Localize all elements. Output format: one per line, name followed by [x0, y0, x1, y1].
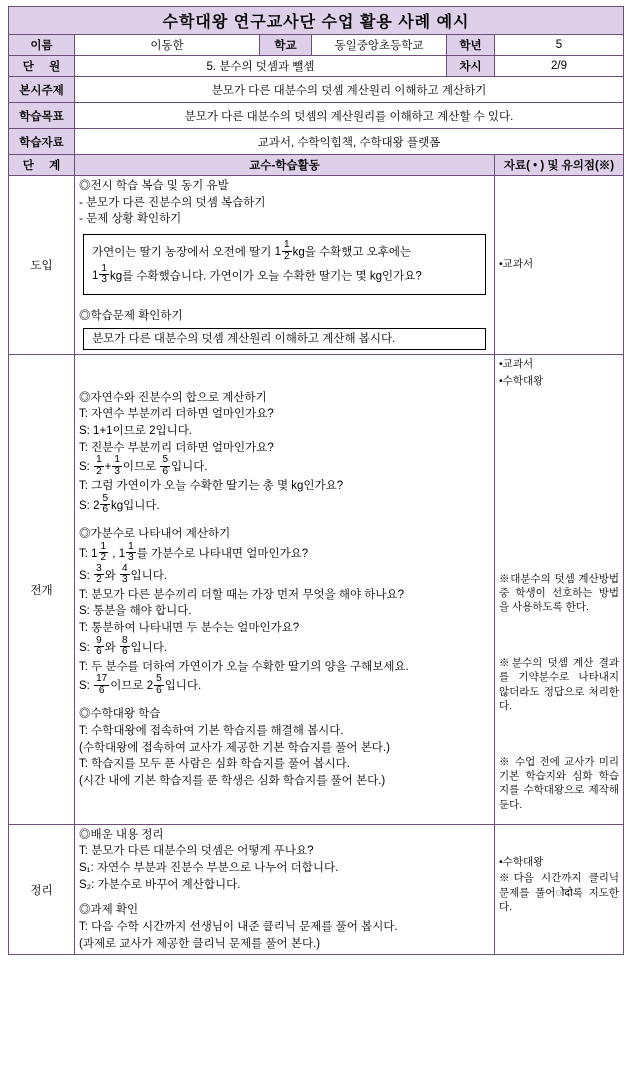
develop-section3-title: ◎수학대왕 학습 [79, 708, 161, 721]
grade-label: 학년 [447, 35, 495, 56]
intro-row [9, 176, 624, 355]
frac-num: 5 [102, 492, 109, 504]
develop-section1-title: ◎자연수와 진분수의 합으로 계산하기 [79, 391, 267, 404]
lesson-plan-table [8, 6, 624, 955]
grade-value: 5 [495, 35, 624, 56]
notes-column-header: 자료( • ) 및 유의점(※) [495, 155, 624, 176]
intro-line-0: ◎전시 학습 복습 및 동기 유발 [79, 180, 229, 192]
title-row [9, 7, 624, 35]
closing-notes-cell [495, 824, 624, 955]
develop-note-block-2: ※ 수업 전에 교사가 미리 기본 학습지와 심화 학습지를 수학대왕으로 제작해둔다. [499, 756, 619, 811]
closing-s2-line-0: T: 다음 수학 시간까지 선생님이 내준 클리닉 문제를 풀어 봅시다. [79, 921, 398, 934]
school-label: 학교 [260, 35, 312, 56]
mixed-whole: 1 [92, 269, 99, 282]
frac-den: 6 [156, 684, 162, 696]
line-prefix: S: [79, 461, 94, 474]
develop-s1-line-1: S: 1+1이므로 2입니다. [79, 424, 193, 437]
closing-section1-title: ◎배운 내용 정리 [79, 828, 164, 841]
name-school-grade-row [9, 35, 624, 56]
frac-den: 6 [102, 504, 109, 516]
unit-value: 5. 분수의 덧셈과 뺄셈 [75, 56, 447, 77]
activity-column-header: 교수-학습활동 [75, 155, 495, 176]
intro-note-0: •교과서 [499, 258, 534, 271]
frac-num: 1 [100, 540, 107, 552]
develop-t-sum-line: T: 두 분수를 더하여 가연이가 오늘 수확한 딸기의 양을 구해보세요. [79, 660, 409, 673]
develop-row [9, 355, 624, 824]
closing-s1-line-1: S₁: 자연수 부분과 진분수 부분으로 나누어 더합니다. [79, 862, 339, 875]
develop-s1-line-0: T: 자연수 부분끼리 더하면 얼마인가요? [79, 408, 274, 421]
line-suffix: 입니다. [130, 569, 168, 582]
topic-value: 분모가 다른 대분수의 덧셈 계산원리 이해하고 계산하기 [75, 77, 624, 103]
line-suffix: 를 가분수로 나타내면 얼마인가요? [136, 547, 309, 560]
develop-s-improper-line [79, 562, 490, 587]
frac-num: 8 [121, 634, 128, 646]
develop-t-improper-line [79, 540, 490, 565]
unit-period-row [9, 56, 624, 77]
objective-value: 분모가 다른 대분수의 덧셈의 계산원리를 이해하고 계산할 수 있다. [75, 103, 624, 129]
frac-num: 1 [128, 540, 134, 552]
intro-notes-cell [495, 176, 624, 355]
develop-s3-line-2: T: 학습지를 모두 푼 사람은 심화 학습지를 풀어 봅시다. [79, 758, 350, 771]
frac-den: 6 [162, 465, 168, 477]
develop-s-common2-line [79, 634, 490, 659]
plus-sign: + [104, 461, 112, 474]
mixed-number [93, 492, 111, 517]
intro-confirm-line: ◎학습문제 확인하기 [79, 310, 183, 323]
develop-note-block-1: ※분수의 덧셈 계산 결과를 기약분수로 나타내지 않더라도 정답으로 처리한다. [499, 657, 619, 712]
stage-intro: 도입 [9, 176, 75, 355]
frac-den: 6 [96, 646, 102, 658]
develop-s3-line-1: (수학대왕에 접속하여 교사가 제공한 기본 학습지를 풀어 본다.) [79, 741, 390, 754]
frac-den: 6 [121, 646, 128, 658]
problem-line-1 [92, 241, 477, 265]
name-label: 이름 [9, 35, 75, 56]
mixed-1-and-half [275, 241, 293, 264]
frac-num: 5 [162, 454, 168, 466]
line-prefix: S: [79, 499, 94, 512]
develop-t-common-line: T: 분모가 다른 분수끼리 더할 때는 가장 먼저 무엇을 해야 하나요? [79, 588, 405, 601]
objective-row [9, 103, 624, 129]
materials-row [9, 129, 624, 155]
frac-den: 2 [96, 574, 102, 586]
objective-label: 학습목표 [9, 103, 75, 129]
problem-line-2b: kg를 수확했습니다. 가연이가 오늘 수확한 딸기는 몇 kg인가요? [109, 270, 422, 283]
line-prefix: S: [79, 641, 94, 654]
closing-note-block-0: ※다음 시간까지 클리닉 문제를 풀어ोदो록 지도한다. [499, 872, 619, 913]
frac-den: 2 [100, 552, 107, 564]
closing-s1-line-0: T: 분모가 다른 대분수의 덧셈은 어떻게 푸나요? [79, 845, 314, 858]
line-suffix: 입니다. [164, 680, 202, 693]
develop-note-0: •교과서 [499, 358, 534, 371]
frac-num: 1 [114, 454, 120, 466]
mixed-whole: 1 [91, 547, 98, 560]
line-prefix: S: [79, 680, 94, 693]
develop-s-common-line: S: 통분을 해야 합니다. [79, 605, 192, 618]
develop-s3-line-0: T: 수학대왕에 접속하여 기본 학습지를 해결해 봅시다. [79, 724, 344, 737]
mixed-whole: 2 [146, 680, 154, 693]
frac-den: 3 [128, 552, 134, 564]
closing-row [9, 824, 624, 955]
column-header-row [9, 155, 624, 176]
develop-s1-frac-line [79, 456, 490, 478]
mixed-number [91, 540, 109, 565]
closing-note-0: •수학대왕 [499, 856, 544, 869]
mixed-whole: 2 [93, 499, 100, 512]
intro-line-1: - 분모가 다른 진분수의 덧셈 복습하기 [79, 196, 266, 209]
frac-num: 9 [96, 634, 102, 646]
period-value: 2/9 [495, 56, 624, 77]
develop-t-total-line: T: 그럼 가연이가 오늘 수확한 딸기는 총 몇 kg인가요? [79, 480, 344, 493]
develop-s-total-line [79, 492, 490, 517]
line-suffix: 입니다. [171, 461, 208, 474]
frac-den: 3 [101, 274, 107, 286]
closing-section2-title: ◎과제 확인 [79, 904, 139, 917]
develop-s-sum-line [79, 675, 490, 697]
learning-problem-box [83, 328, 486, 351]
problem-line-1a: 가연이는 딸기 농장에서 오전에 딸기 [92, 246, 275, 259]
develop-t-common2-line: T: 통분하여 나타내면 두 분수는 얼마인가요? [79, 621, 300, 634]
mixed-number [118, 540, 137, 565]
unit-label: 단 원 [9, 56, 75, 77]
stage-closing: 정리 [9, 824, 75, 955]
develop-s3-line-3: (시간 내에 기본 학습지를 푼 학생은 심화 학습지를 풀어 본다.) [79, 774, 386, 787]
closing-s2-line-1: (과제로 교사가 제공한 클리닉 문제를 풀어 본다.) [79, 937, 321, 950]
line-mid: 와 [104, 569, 119, 582]
document-title: 수학대왕 연구교사단 수업 활용 사례 예시 [9, 7, 624, 35]
frac-den: 3 [114, 465, 120, 477]
frac-den: 3 [121, 574, 128, 586]
stage-column-header: 단 계 [9, 155, 75, 176]
line-suffix: 입니다. [130, 641, 168, 654]
line-mid: 와 [104, 641, 119, 654]
intro-activity-cell [75, 176, 495, 355]
frac-num: 3 [96, 562, 102, 574]
intro-line-2: - 문제 상황 확인하기 [79, 213, 182, 226]
frac-num: 1 [284, 239, 290, 251]
materials-label: 학습자료 [9, 129, 75, 155]
develop-note-1: •수학대왕 [499, 374, 544, 387]
school-value: 동일중앙초등학교 [312, 35, 447, 56]
frac-num: 1 [96, 454, 102, 466]
mixed-1-and-third [92, 262, 110, 288]
mixed-number [147, 675, 165, 697]
materials-value: 교과서, 수학익힘책, 수학대왕 플랫폼 [75, 129, 624, 155]
closing-s1-line-2: S₂: 가분수로 바꾸어 계산합니다. [79, 878, 241, 891]
topic-label: 본시주제 [9, 77, 75, 103]
mixed-whole: 1 [274, 246, 282, 259]
mixed-whole: 1 [118, 547, 126, 560]
frac-num: 1 [101, 262, 107, 274]
name-value: 이동한 [75, 35, 260, 56]
stage-develop: 전개 [9, 355, 75, 824]
line-mid: 이므로 [122, 461, 160, 474]
develop-section2-title: ◎가분수로 나타내어 계산하기 [79, 527, 231, 540]
frac-num: 5 [156, 673, 162, 685]
frac-den: 2 [96, 465, 102, 477]
topic-row [9, 77, 624, 103]
problem-line-1b: kg을 수확했고 오후에는 [292, 246, 412, 259]
line-comma: , [109, 547, 119, 560]
develop-s1-line-2: T: 진분수 부분끼리 더하면 얼마인가요? [79, 441, 274, 454]
closing-activity-cell [75, 824, 495, 955]
frac-num: 17 [96, 673, 108, 685]
problem-line-2 [92, 262, 477, 289]
problem-situation-box [83, 234, 486, 295]
period-label: 차시 [447, 56, 495, 77]
line-mid: 이므로 [110, 680, 147, 693]
frac-num: 4 [121, 562, 128, 574]
frac-den: 2 [284, 250, 290, 262]
line-suffix: kg입니다. [111, 499, 160, 512]
line-prefix: T: [79, 547, 92, 560]
learning-problem-text: 분모가 다른 대분수의 덧셈 계산원리 이해하고 계산해 봅시다. [92, 332, 396, 345]
develop-note-block-0: ※대분수의 덧셈 계산방법 중 학생이 선호하는 방법을 사용하도록 한다. [499, 572, 619, 614]
develop-notes-cell [495, 355, 624, 824]
develop-activity-cell [75, 355, 495, 824]
frac-den: 6 [94, 685, 109, 697]
line-prefix: S: [79, 569, 94, 582]
